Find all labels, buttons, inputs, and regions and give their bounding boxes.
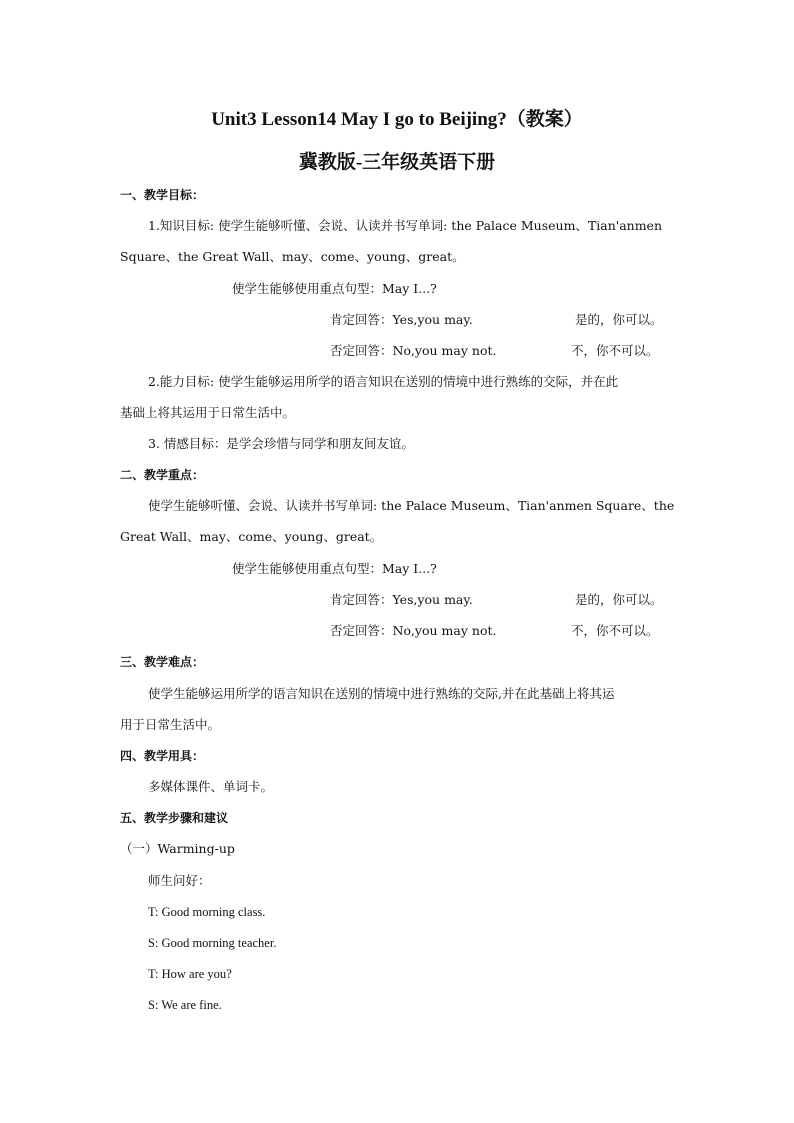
paragraph-line: 2.能力目标: 使学生能够运用所学的语言知识在送别的情境中进行熟练的交际，并在此 — [148, 374, 619, 389]
subsection-warming-up: （一）Warming-up — [120, 841, 235, 856]
negative-answer: 否定回答：No,you may not. — [330, 623, 497, 638]
paragraph-line: Great Wall、may、come、young、great。 — [120, 529, 383, 544]
document-title: Unit3 Lesson14 May I go to Beijing?（教案） — [211, 109, 583, 130]
paragraph-line: 3. 情感目标：是学会珍惜与同学和朋友间友谊。 — [148, 436, 414, 451]
dialogue-line: S: We are fine. — [148, 998, 222, 1012]
dialogue-line: T: Good morning class. — [148, 905, 266, 919]
paragraph-line: 用于日常生活中。 — [120, 717, 221, 732]
paragraph-line: 基础上将其运用于日常生活中。 — [120, 405, 296, 420]
greeting-label: 师生问好： — [148, 873, 211, 888]
paragraph-line: 使学生能够听懂、会说、认读并书写单词: the Palace Museum、Tian'anmen Square、the — [148, 498, 675, 513]
section-heading-key-points: 二、教学重点： — [120, 468, 205, 482]
section-heading-materials: 四、教学用具： — [120, 749, 205, 763]
paragraph-line: Square、the Great Wall、may、come、young、great。 — [120, 249, 465, 264]
paragraph-line: 多媒体课件、单词卡。 — [148, 779, 274, 794]
sentence-pattern: 使学生能够使用重点句型：May I...? — [232, 281, 437, 296]
section-heading-procedures: 五、教学步骤和建议 — [120, 811, 229, 825]
section-heading-objectives: 一、教学目标： — [120, 188, 205, 202]
negative-answer-translation: 不，你不可以。 — [571, 343, 659, 358]
positive-answer: 肯定回答：Yes,you may. — [330, 312, 473, 327]
positive-answer-translation: 是的，你可以。 — [575, 312, 663, 327]
paragraph-line: 1.知识目标: 使学生能够听懂、会说、认读并书写单词: the Palace Museum、Tian'anmen — [148, 218, 663, 233]
positive-answer: 肯定回答：Yes,you may. — [330, 592, 473, 607]
document-subtitle: 冀教版-三年级英语下册 — [298, 152, 496, 173]
positive-answer-translation: 是的，你可以。 — [575, 592, 663, 607]
sentence-pattern: 使学生能够使用重点句型：May I...? — [232, 561, 437, 576]
section-heading-difficulties: 三、教学难点： — [120, 655, 205, 669]
dialogue-line: S: Good morning teacher. — [148, 936, 277, 950]
dialogue-line: T: How are you? — [148, 967, 232, 981]
negative-answer: 否定回答：No,you may not. — [330, 343, 497, 358]
negative-answer-translation: 不，你不可以。 — [571, 623, 659, 638]
paragraph-line: 使学生能够运用所学的语言知识在送别的情境中进行熟练的交际,并在此基础上将其运 — [148, 686, 615, 701]
